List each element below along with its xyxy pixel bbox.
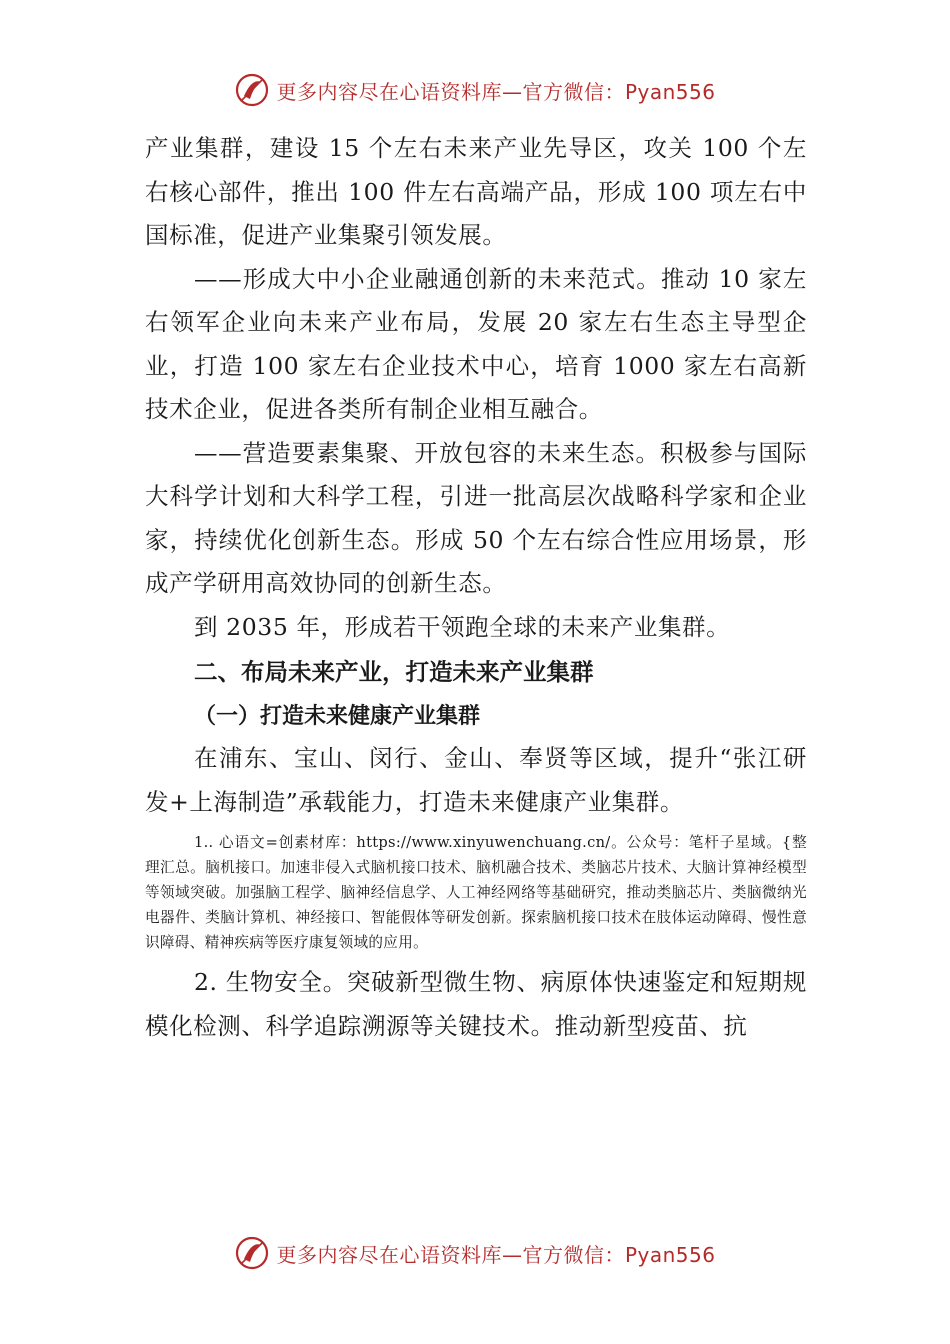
paragraph: 在浦东、宝山、闵行、金山、奉贤等区域，提升“张江研发+上海制造”承载能力，打造未来健康产业集群。 — [145, 744, 807, 816]
paragraph: 产业集群，建设 15 个左右未来产业先导区，攻关 100 个左右核心部件，推出 100 件左右高端产品，形成 100 项左右中国标准，促进产业集聚引领发展。 — [145, 134, 807, 249]
paragraph: ——营造要素集聚、开放包容的未来生态。积极参与国际大科学计划和大科学工程，引进一批高层次战略科学家和企业家，持续优化创新生态。形成 50 个左右综合性应用场景，形成产学研用高效协同的创新生态。 — [145, 438, 807, 597]
subsection-heading: （一）打造未来健康产业集群 — [194, 703, 481, 729]
brand-logo-icon — [234, 1235, 270, 1271]
banner-text: 更多内容尽在心语资料库—官方微信：Pyan556 — [276, 79, 716, 104]
paragraph: 2. 生物安全。突破新型微生物、病原体快速鉴定和短期规模化检测、科学追踪溯源等关键技术。推动新型疫苗、抗 — [145, 968, 807, 1040]
header-banner — [0, 68, 950, 112]
document-body — [145, 127, 807, 1048]
footer-banner — [0, 1231, 950, 1275]
paragraph: 到 2035 年，形成若干领跑全球的未来产业集群。 — [194, 612, 731, 641]
small-print-paragraph: 1.. 心语文=创素材库：https://www.xinyuwenchuang.cn/。公众号：笔杆子星域。{整理汇总。脑机接口。加速非侵入式脑机接口技术、脑机融合技术、类脑芯片技术、大脑计算神经模型等领域突破。加强脑工程学、脑神经信息学、人工神经网络等基础研究，推动类脑芯片、类脑微纳光电器件、类脑计算机、神经接口、智能假体等研发创新。探索脑机接口技术在肢体运动障碍、慢性意识障碍、精神疾病等医疗康复领域的应用。 — [145, 834, 807, 951]
brand-logo-icon — [234, 72, 270, 108]
paragraph: ——形成大中小企业融通创新的未来范式。推动 10 家左右领军企业向未来产业布局，发展 20 家左右生态主导型企业，打造 100 家左右企业技术中心，培育 1000 家左右高新技术企业，促进各类所有制企业相互融合。 — [145, 264, 807, 423]
section-heading: 二、布局未来产业，打造未来产业集群 — [194, 658, 594, 686]
banner-text: 更多内容尽在心语资料库—官方微信：Pyan556 — [276, 1242, 716, 1267]
